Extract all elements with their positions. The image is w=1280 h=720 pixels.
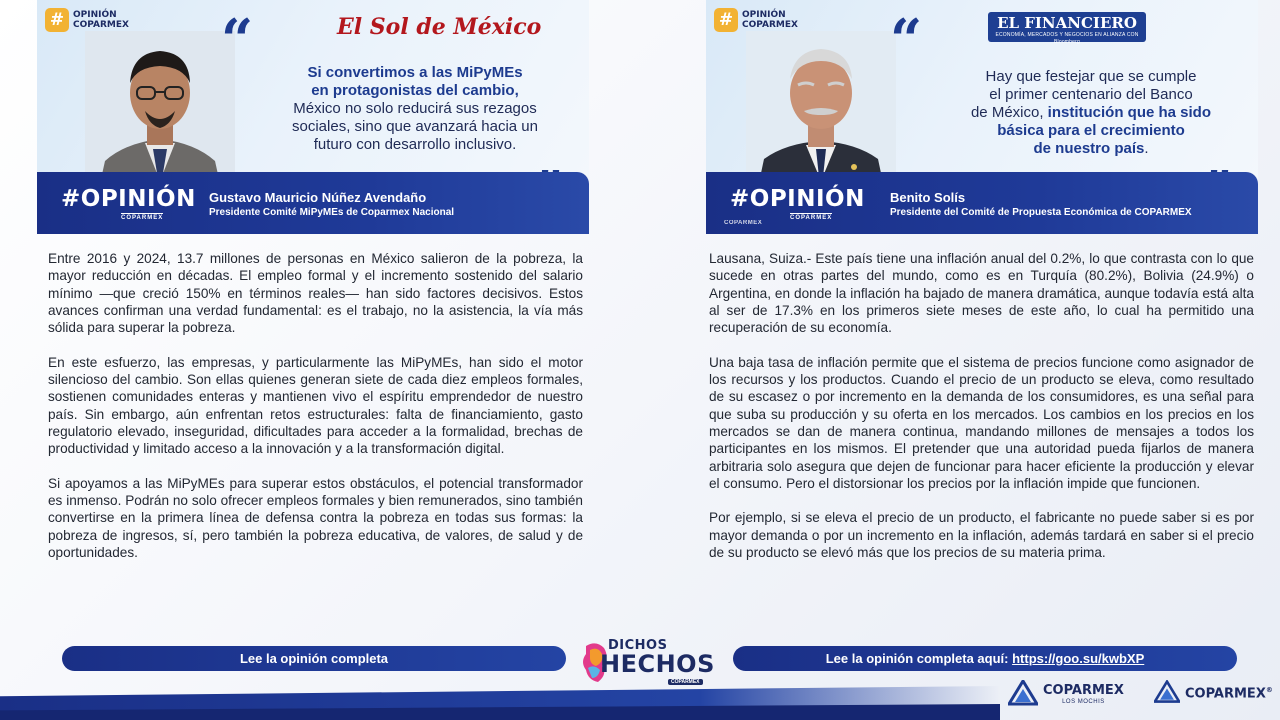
author-name: Benito Solís xyxy=(890,190,966,205)
left-article-body xyxy=(48,250,583,579)
headline-strong-1: básica para el crecimiento xyxy=(997,122,1185,139)
right-paragraph-2: Una baja tasa de inflación permite que el sistema de precios funcione como asignador de los recursos y los productos. Cuando el precio de un producto se eleva, como resultado de su escasez o por incremento en la demanda de los consumidores, es una señal para que suba su producción y su oferta en los mercados. Los cambios en los precios en los mercados se dan de manera continua, mandando millones de mensajes a todos los participantes en los mismos. El pretender que una autoridad pueda fijarlos de manera arbitraria solo asegura que dejen de funcionar para hacer eficiente la producción y elevar el consumo. Pero el distorsionar los precios por la inflación impide que funcionen. xyxy=(709,354,1254,491)
opinion-hashtag-sub: COPARMEX xyxy=(790,215,833,221)
opinion-coparmex-badge xyxy=(45,8,129,32)
author-role: Presidente del Comité de Propuesta Económica de COPARMEX xyxy=(890,207,1192,218)
registered-mark: ® xyxy=(1265,685,1273,694)
dichos-word: DICHOS xyxy=(608,638,668,653)
coparmex-los-mochis-logo xyxy=(1008,680,1124,706)
headline-line-3: futuro con desarrollo inclusivo. xyxy=(313,136,517,153)
headline-line-2: sociales, sino que avanzará hacia un xyxy=(292,118,538,135)
read-full-opinion-left-label: Lee la opinión completa xyxy=(239,651,389,666)
open-quote-icon: “ xyxy=(890,7,923,73)
headline-line-5 xyxy=(936,140,1246,158)
hechos-word: HECHOS xyxy=(600,650,715,678)
headline-line-3-strong: institución que ha sido xyxy=(1047,104,1212,121)
hashtag-icon: # xyxy=(45,8,69,32)
left-paragraph-1: Entre 2016 y 2024, 13.7 millones de personas en México salieron de la pobreza, la mayor reducción en décadas. El empleo formal y el incremento sostenido del salario mínimo —que creció 150% en términos reales— han sido factores decisivos. Estos avances confirman una verdad fundamental: es el trabajo, no la asistencia, la vía más sólida para superar la pobreza. xyxy=(48,251,583,336)
hashtag-icon: # xyxy=(714,8,738,32)
headline-line-2: el primer centenario del Banco xyxy=(989,86,1193,103)
coparmex-triangle-icon xyxy=(1008,680,1038,706)
badge-line2: COPARMEX xyxy=(742,20,798,30)
newspaper-name: EL FINANCIERO xyxy=(997,14,1137,32)
left-paragraph-2: En este esfuerzo, las empresas, y particularmente las MiPyMEs, han sido el motor silencioso del cambio. Son ellas quienes generan siete de cada diez empleos formales, sostienen comunidades enteras y mantienen vivo el espíritu emprendedor de nuestro país. Sin embargo, aún enfrentan retos estructurales: falta de financiamiento, gasto regulatorio elevado, inseguridad, dificultades para acceder a la formalidad, brechas de productividad y limitado acceso a la innovación y a la transformación digital. xyxy=(48,354,583,457)
newspaper-logo-financiero xyxy=(988,12,1146,45)
coparmex-logo xyxy=(1154,680,1273,704)
badge-line1: OPINIÓN xyxy=(742,10,786,20)
headline-line-1: México no solo reducirá sus rezagos xyxy=(293,100,537,117)
right-paragraph-3: Por ejemplo, si se eleva el precio de un producto, el fabricante no puede saber si es por mayor demanda o por un incremento en la inflación, además tardará en saber si el precio de su producto se elevó más que los precios de su materia prima. xyxy=(709,510,1254,561)
quote-headline xyxy=(936,68,1246,158)
coparmex-wordmark-text: COPARMEX xyxy=(1185,686,1266,702)
author-role: Presidente Comité MiPyMEs de Coparmex Nacional xyxy=(209,207,455,218)
coparmex-mini-label: COPARMEX xyxy=(724,220,763,226)
headline-strong-1: Si convertimos a las MiPyMEs xyxy=(307,64,523,81)
dichos-hechos-sub: COPARMEX xyxy=(668,679,703,685)
read-full-opinion-right-label: Lee la opinión completa aquí: xyxy=(825,651,1013,666)
right-article-body xyxy=(709,250,1254,579)
quote-headline xyxy=(255,64,575,154)
headline-line-3-plain: de México, xyxy=(970,104,1048,121)
dichos-hechos-logo xyxy=(580,634,715,688)
opinion-hashtag-sub: COPARMEX xyxy=(121,215,164,221)
headline-line-5-plain: . xyxy=(1144,140,1149,157)
right-opinion-banner xyxy=(706,0,1258,234)
coparmex-wordmark: COPARMEX xyxy=(1043,683,1124,698)
left-paragraph-3: Si apoyamos a las MiPyMEs para superar estos obstáculos, el potencial transformador es inmenso. Podrán no solo ofrecer empleos formales y bien remunerados, sino también convertirse en la primera línea de defensa contra la pobreza en todas sus formas: la pobreza de ingresos, sí, pero también la pobreza educativa, de valores, de salud y de oportunidades. xyxy=(48,475,583,561)
open-quote-icon: “ xyxy=(221,7,254,73)
author-bar xyxy=(706,172,1258,234)
coparmex-triangle-icon xyxy=(1154,680,1180,704)
read-full-opinion-right-button[interactable] xyxy=(733,646,1237,671)
author-bar xyxy=(37,172,589,234)
read-full-opinion-left-button[interactable] xyxy=(62,646,566,671)
newspaper-logo-sol: El Sol de México xyxy=(337,14,542,40)
badge-line1: OPINIÓN xyxy=(73,10,117,20)
headline-line-5-strong: de nuestro país xyxy=(1033,140,1145,157)
opinion-hashtag: #OPINIÓN xyxy=(61,186,196,212)
headline-line-1: Hay que festejar que se cumple xyxy=(985,68,1197,85)
read-full-opinion-right-link[interactable]: https://goo.su/kwbXP xyxy=(1012,651,1145,666)
coparmex-wordmark xyxy=(1185,683,1273,701)
los-mochis-label: LOS MOCHIS xyxy=(1062,699,1105,705)
author-name: Gustavo Mauricio Núñez Avendaño xyxy=(209,190,427,205)
right-paragraph-1: Lausana, Suiza.- Este país tiene una inflación anual del 0.2%, lo que contrasta con lo que sucede en otras partes del mundo, como es en Turquía (80.2%), Bolivia (24.9%) o Argentina, en donde la inflación ha bajado de manera dramática, aunque todavía está alta al ser de 17.3% en los primeros siete meses de este año, lo cual ha permitido una recuperación de su economía. xyxy=(709,251,1254,336)
opinion-coparmex-badge xyxy=(714,8,798,32)
opinion-hashtag: #OPINIÓN xyxy=(730,186,865,212)
left-opinion-banner xyxy=(37,0,589,234)
newspaper-tagline: ECONOMÍA, MERCADOS Y NEGOCIOS EN ALIANZA CON Bloomberg xyxy=(995,32,1139,45)
headline-strong-2: en protagonistas del cambio, xyxy=(311,82,519,99)
headline-line-3 xyxy=(936,104,1246,122)
badge-line2: COPARMEX xyxy=(73,20,129,30)
